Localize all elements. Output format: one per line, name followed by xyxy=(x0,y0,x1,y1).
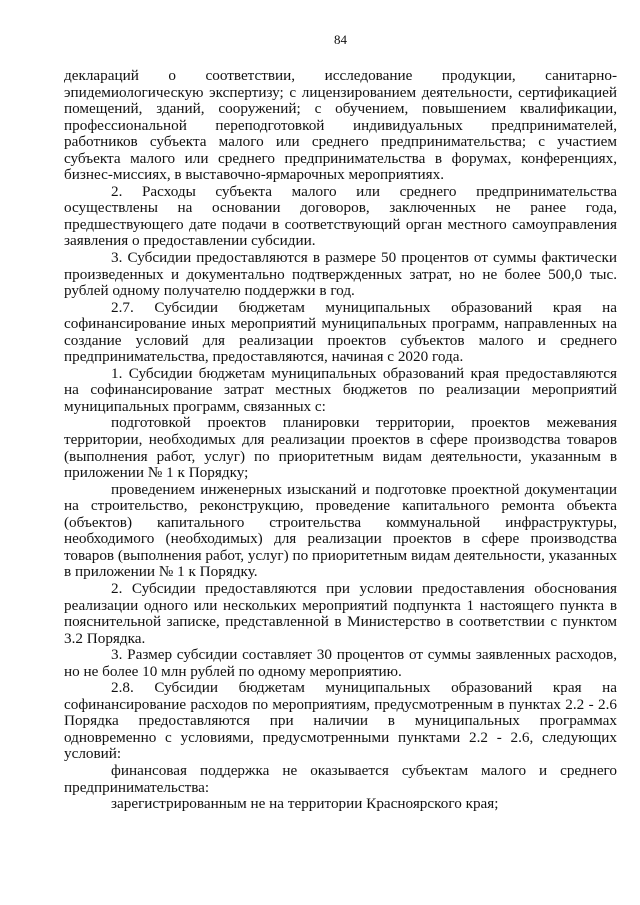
paragraph-engineering-surveys: проведением инженерных изысканий и подготовке проектной документации на строительство, реконструкцию, проведение капитального ремонта объекта (объектов) капитального строительства коммунальной инфраструктуры, необходимого (необходимых) для реализации проектов в сфере производства товаров (выполнения работ, услуг) по приоритетным видам деятельности, указанных в приложении № 1 к Порядку. xyxy=(64,480,617,581)
paragraph-subsidy-amount-30-percent: 3. Размер субсидии составляет 30 процентов от суммы заявленных расходов, но не более 10 млн рублей по одному мероприятию. xyxy=(64,646,617,680)
paragraph-support-not-provided: финансовая поддержка не оказывается субъектам малого и среднего предпринимательства: xyxy=(64,761,617,796)
paragraph-territory-planning: подготовкой проектов планировки территории, проектов межевания территории, необходимых для реализации проектов в сфере производства товаров (выполнения работ, услуг) по приоритетным видам деятельности, указанным в приложении № 1 к Порядку; xyxy=(64,414,617,482)
paragraph-subsidy-amount-50-percent: 3. Субсидии предоставляются в размере 50 процентов от суммы фактически произведенных и документально подтвержденных затрат, но не более 500,0 тыс. рублей одному получателю поддержки в год. xyxy=(64,249,617,300)
page-number: 84 xyxy=(334,32,347,47)
paragraph-section-2-8: 2.8. Субсидии бюджетам муниципальных образований края на софинансирование расходов по мероприятиям, предусмотренным в пунктах 2.2 - 2.6 Порядка предоставляются при наличии в муниципальных программах одновременно с условиями, предусмотренными пунктами 2.2 - 2.6, следующих условий: xyxy=(64,679,617,763)
paragraph-not-registered-in-region: зарегистрированным не на территории Красноярского края; xyxy=(111,795,499,813)
paragraph-subsidy-cofinancing: 1. Субсидии бюджетам муниципальных образований края предоставляются на софинансирование затрат местных бюджетов по реализации мероприятий муниципальных программ, связанных с: xyxy=(64,364,617,415)
paragraph-justification-condition: 2. Субсидии предоставляются при условии предоставления обоснования реализации одного или нескольких мероприятий подпункта 1 настоящего пункта в пояснительной записке, представленной в Министерство в соответствии с пунктом 3.2 Порядка. xyxy=(64,579,617,647)
document-page xyxy=(64,32,617,813)
paragraph-expenses-condition: 2. Расходы субъекта малого или среднего предпринимательства осуществлены на основании договоров, заключенных не ранее года, предшествующего дате подачи в соответствующий орган местного самоуправления заявления о предоставлении субсидии. xyxy=(64,182,617,250)
paragraph-continuation-expenses-list: деклараций о соответствии, исследование продукции, санитарно-эпидемиологическую экспертизу; с лицензированием деятельности, сертификацией помещений, зданий, сооружений; с обучением, повышением квалификации, профессиональной переподготовкой индивидуальных предпринимателей, работников субъекта малого или среднего предпринимательства; с участием субъекта малого или среднего предпринимательства в форумах, конференциях, бизнес-миссиях, в выставочно-ярмарочных мероприятиях. xyxy=(64,67,617,184)
paragraph-section-2-7: 2.7. Субсидии бюджетам муниципальных образований края на софинансирование иных мероприятий муниципальных программ, направленных на создание условий для реализации проектов субъектов малого и среднего предпринимательства, предоставляются, начиная с 2020 года. xyxy=(64,298,617,366)
